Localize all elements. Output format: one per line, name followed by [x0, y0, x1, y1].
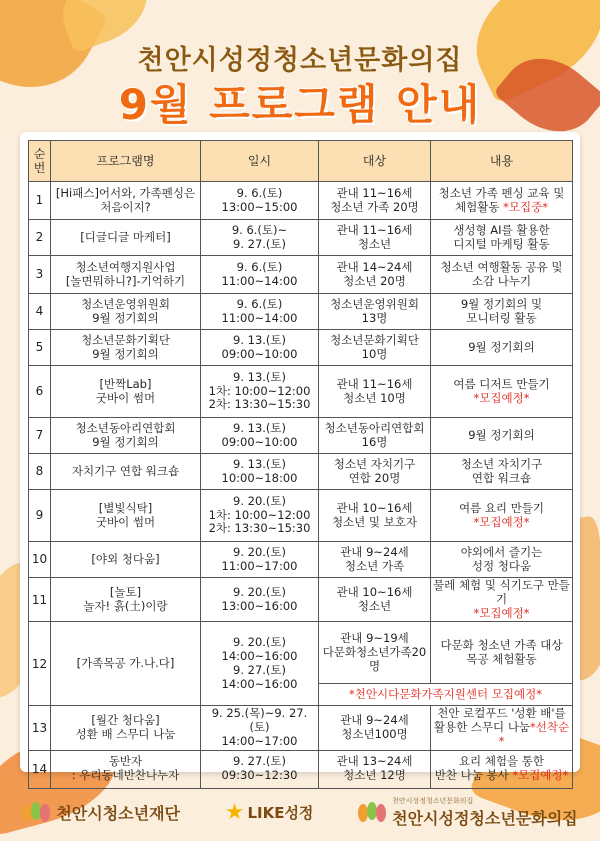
time-line: 9. 13.(토): [233, 420, 286, 435]
header-no: 순번: [29, 141, 51, 182]
time-line: 09:30~12:30: [221, 768, 298, 783]
program-content: [431, 750, 573, 788]
name-line: 처음이지?: [100, 199, 151, 214]
program-time: [201, 220, 319, 256]
program-content: [431, 366, 573, 418]
time-line: 9. 20.(토): [233, 493, 286, 508]
content-line: 성정 청다움: [471, 558, 532, 573]
content-line: 체험활동: [455, 199, 504, 214]
row-number: 13: [29, 706, 51, 750]
target-line: 관내 13~24세: [336, 754, 413, 769]
time-line: 10:00~18:00: [221, 470, 298, 485]
program-content: [431, 454, 573, 490]
star-icon: ★: [224, 800, 245, 825]
name-line: 청소년여행지원사업: [75, 259, 176, 274]
culture-house-logo: [358, 796, 577, 829]
time-line: 9. 13.(토): [233, 332, 286, 347]
name-line: 동반자: [108, 754, 143, 769]
time-line: 9. 13.(토): [233, 369, 286, 384]
row-number: 3: [29, 256, 51, 294]
table-row: [29, 542, 573, 578]
time-line: 09:00~10:00: [221, 346, 298, 361]
program-name: [51, 454, 201, 490]
row-number: 4: [29, 294, 51, 330]
time-line: 14:00~16:00: [221, 676, 298, 691]
like-seongjeong-logo: [225, 800, 314, 825]
foundation-logo-text: 천안시청소년재단: [56, 804, 180, 823]
row-number: 12: [29, 622, 51, 706]
program-name: [51, 622, 201, 706]
program-target: [319, 330, 431, 366]
program-target: [319, 542, 431, 578]
name-line: [놀토]: [109, 584, 142, 599]
program-time: [201, 706, 319, 750]
org-title: 천안시성정청소년문화의집: [137, 45, 463, 76]
program-name: [51, 418, 201, 454]
target-line: 관내 11~16세: [336, 185, 413, 200]
table-row: [29, 454, 573, 490]
program-content: [431, 256, 573, 294]
name-line: [디글디글 마케터]: [80, 229, 171, 244]
foundation-logo: [22, 801, 180, 824]
time-line: 9. 20.(토): [233, 635, 286, 650]
header-target: 대상: [319, 141, 431, 182]
program-content: [431, 542, 573, 578]
content-line: 야외에서 즐기는: [460, 544, 543, 559]
row-number: 14: [29, 750, 51, 788]
program-name: [51, 490, 201, 542]
program-time: [201, 294, 319, 330]
target-line: 청소년: [357, 598, 392, 613]
row-number: 6: [29, 366, 51, 418]
program-content: [431, 622, 573, 684]
name-line: 청소년동아리연합회: [75, 420, 176, 435]
content-line: 9월 정기회의: [468, 427, 535, 442]
program-target: [319, 750, 431, 788]
program-time: [201, 366, 319, 418]
content-line: 목공 체험활동: [466, 651, 537, 666]
time-line: 11:00~17:00: [221, 558, 298, 573]
time-line: 9. 27.(토): [233, 236, 286, 251]
target-line: 관내 11~16세: [336, 222, 413, 237]
program-time: [201, 578, 319, 622]
time-line: 2차: 13:30~15:30: [208, 521, 311, 536]
target-line: 청소년문화기획단: [330, 332, 419, 347]
target-line: 청소년 12명: [343, 768, 406, 783]
program-time: [201, 182, 319, 220]
name-line: 9월 정기회의: [92, 434, 159, 449]
target-line: 관내 11~16세: [336, 376, 413, 391]
foundation-logo-icon: [22, 802, 52, 824]
program-content: [431, 182, 573, 220]
target-line: 청소년 가족: [344, 558, 405, 573]
time-line: 2차: 13:30~15:30: [208, 397, 311, 412]
time-line: 14:00~16:00: [221, 649, 298, 664]
time-line: 1차: 10:00~12:00: [208, 383, 311, 398]
table-header-row: [29, 141, 573, 182]
program-target: [319, 182, 431, 220]
content-line: 9월 정기회의: [468, 339, 535, 354]
target-line: 청소년 및 보호자: [331, 514, 418, 529]
status-mark: *선착순*: [498, 720, 570, 748]
target-line: 13명: [361, 310, 388, 325]
target-line: 다문화청소년가족20명: [322, 644, 427, 673]
row-number: 2: [29, 220, 51, 256]
target-line: 청소년운영위원회: [330, 296, 419, 311]
table-row: [29, 220, 573, 256]
target-line: 청소년: [357, 236, 392, 251]
target-line: 청소년 10명: [343, 390, 406, 405]
program-time: [201, 256, 319, 294]
row-number: 8: [29, 454, 51, 490]
time-line: 9. 6.(토): [236, 296, 283, 311]
content-line: 요리 체험을 통한: [458, 754, 545, 769]
table-row: [29, 294, 573, 330]
program-time: [201, 454, 319, 490]
program-target: [319, 454, 431, 490]
target-line: 청소년 자치기구: [333, 456, 416, 471]
content-line: 청소년 여행활동 공유 및: [440, 259, 563, 274]
target-line: 관내 9~19세: [340, 631, 409, 646]
target-line: 청소년 20명: [343, 273, 406, 288]
table-row: [29, 330, 573, 366]
content-line: 다문화 청소년 가족 대상: [440, 638, 563, 653]
row-number: 10: [29, 542, 51, 578]
time-line: 09:00~10:00: [221, 434, 298, 449]
program-target: [319, 578, 431, 622]
status-mark: *모집예정*: [473, 514, 530, 529]
program-target: [319, 490, 431, 542]
table-row: [29, 366, 573, 418]
name-line: [월간 청다움]: [91, 713, 160, 728]
name-line: 굿바이 썸머: [95, 390, 156, 405]
program-target: [319, 256, 431, 294]
program-content: [431, 578, 573, 622]
time-line: 9. 6.(토): [236, 185, 283, 200]
name-line: 굿바이 썸머: [95, 514, 156, 529]
content-line: 활용한 스무디 나눔: [433, 720, 531, 735]
program-time: [201, 418, 319, 454]
program-content: [431, 294, 573, 330]
header-name: 프로그램명: [51, 141, 201, 182]
program-target: [319, 220, 431, 256]
name-line: : 우리동네반찬나누자: [71, 768, 180, 783]
target-line: 관내 14~24세: [336, 259, 413, 274]
program-time: [201, 330, 319, 366]
target-line: 청소년 가족 20명: [330, 199, 419, 214]
program-target: [319, 706, 431, 750]
time-line: 9. 6.(토)~: [231, 222, 288, 237]
row-number: 9: [29, 490, 51, 542]
time-line: 9. 13.(토): [233, 456, 286, 471]
name-line: 놀자! 흙(土)이랑: [83, 598, 168, 613]
content-line: 청소년 자치기구: [460, 456, 543, 471]
table-row: [29, 706, 573, 750]
content-line: 모니터링 활동: [466, 310, 537, 325]
content-line: 청소년 가족 펜싱 교육 및: [438, 185, 565, 200]
row-number: 11: [29, 578, 51, 622]
name-line: 자치기구 연합 워크숍: [71, 463, 180, 478]
time-line: 11:00~14:00: [221, 273, 298, 288]
header-time: 일시: [201, 141, 319, 182]
program-name: [51, 294, 201, 330]
target-line: 관내 9~24세: [340, 544, 409, 559]
program-name: [51, 182, 201, 220]
time-line: 9. 27.(토): [233, 662, 286, 677]
table-row: [29, 490, 573, 542]
program-time: [201, 622, 319, 706]
content-line: 천안 로컬푸드 '성환 배'를: [437, 706, 566, 721]
name-line: 9월 정기회의: [92, 310, 159, 325]
status-mark: *모집중*: [503, 199, 548, 214]
content-line: 디지털 마케팅 활동: [453, 236, 550, 251]
table-row: [29, 622, 573, 684]
target-line: 10명: [361, 346, 388, 361]
name-line: [Hi패스]어서와, 가족펜싱은: [55, 185, 196, 200]
header-content: 내용: [431, 141, 573, 182]
row-number: 7: [29, 418, 51, 454]
row-number: 1: [29, 182, 51, 220]
content-line: 여름 요리 만들기: [458, 500, 545, 515]
table-row: [29, 256, 573, 294]
program-name: [51, 220, 201, 256]
program-content: [431, 490, 573, 542]
table-row: [29, 578, 573, 622]
name-line: 청소년문화기획단: [81, 332, 170, 347]
program-name: [51, 542, 201, 578]
time-line: 9. 20.(토): [233, 544, 286, 559]
content-line: 9월 정기회의 및: [460, 296, 543, 311]
target-line: 관내 10~16세: [336, 584, 413, 599]
program-target: [319, 366, 431, 418]
program-content: [431, 220, 573, 256]
culture-house-logo-text: 천안시성정청소년문화의집: [392, 809, 578, 828]
time-line: 13:00~16:00: [221, 598, 298, 613]
time-line: 9. 27.(토): [233, 754, 286, 769]
content-line: 생성형 AI를 활용한: [453, 222, 550, 237]
name-line: 청소년운영위원회: [81, 296, 170, 311]
name-line: [별빛식탁]: [98, 500, 153, 515]
name-line: [야외 청다움]: [91, 551, 160, 566]
program-content: [431, 418, 573, 454]
target-line: 청소년동아리연합회: [324, 420, 425, 435]
program-name: [51, 750, 201, 788]
program-name: [51, 706, 201, 750]
table-row: [29, 182, 573, 220]
time-line: 9. 6.(토): [236, 259, 283, 274]
culture-house-logo-subtext: 천안시성정청소년문화의집: [392, 797, 474, 805]
status-mark: *모집예정*: [473, 390, 530, 405]
time-line: 13:00~15:00: [221, 199, 298, 214]
time-line: 14:00~17:00: [221, 733, 298, 748]
content-line: 여름 디저트 만들기: [453, 376, 550, 391]
name-line: [반짝Lab]: [99, 376, 152, 391]
status-mark: *모집예정*: [473, 605, 530, 620]
target-line: 청소년100명: [341, 727, 408, 742]
program-name: [51, 256, 201, 294]
page-title: 9월 프로그램 안내: [118, 80, 482, 129]
program-target: [319, 418, 431, 454]
target-line: 연합 20명: [348, 470, 401, 485]
time-line: 11:00~14:00: [221, 310, 298, 325]
table-row: [29, 418, 573, 454]
name-line: 9월 정기회의: [92, 346, 159, 361]
program-time: [201, 750, 319, 788]
program-name: [51, 330, 201, 366]
like-logo-text: LIKE성정: [247, 804, 314, 822]
content-line: 연합 워크숍: [471, 470, 532, 485]
time-line: 9. 25.(목)~9. 27.(토): [211, 706, 308, 735]
program-name: [51, 578, 201, 622]
program-target: [319, 622, 431, 684]
program-name: [51, 366, 201, 418]
content-line: 물레 체험 및 식기도구 만들기: [433, 578, 570, 606]
program-content: [431, 706, 573, 750]
footer-logos: [0, 785, 600, 840]
target-line: 16명: [361, 434, 388, 449]
row-number: 5: [29, 330, 51, 366]
program-content: [431, 330, 573, 366]
name-line: 성환 배 스무디 나눔: [75, 727, 176, 742]
table-row: [29, 750, 573, 788]
time-line: 9. 20.(토): [233, 584, 286, 599]
recruit-note: *천안시다문화가족지원센터 모집예정*: [319, 684, 573, 706]
program-target: [319, 294, 431, 330]
time-line: 1차: 10:00~12:00: [208, 507, 311, 522]
content-line: 반찬 나눔 봉사: [434, 768, 513, 783]
name-line: [놀면뭐하니?]-기억하기: [65, 273, 186, 288]
program-time: [201, 542, 319, 578]
name-line: [가족목공 가.나.다]: [76, 655, 175, 670]
status-mark: *모집예정*: [512, 768, 569, 783]
culture-house-logo-icon: [358, 802, 388, 824]
target-line: 관내 10~16세: [336, 500, 413, 515]
program-table: [28, 140, 573, 789]
content-line: 소감 나누기: [471, 273, 532, 288]
target-line: 관내 9~24세: [340, 713, 409, 728]
program-time: [201, 490, 319, 542]
